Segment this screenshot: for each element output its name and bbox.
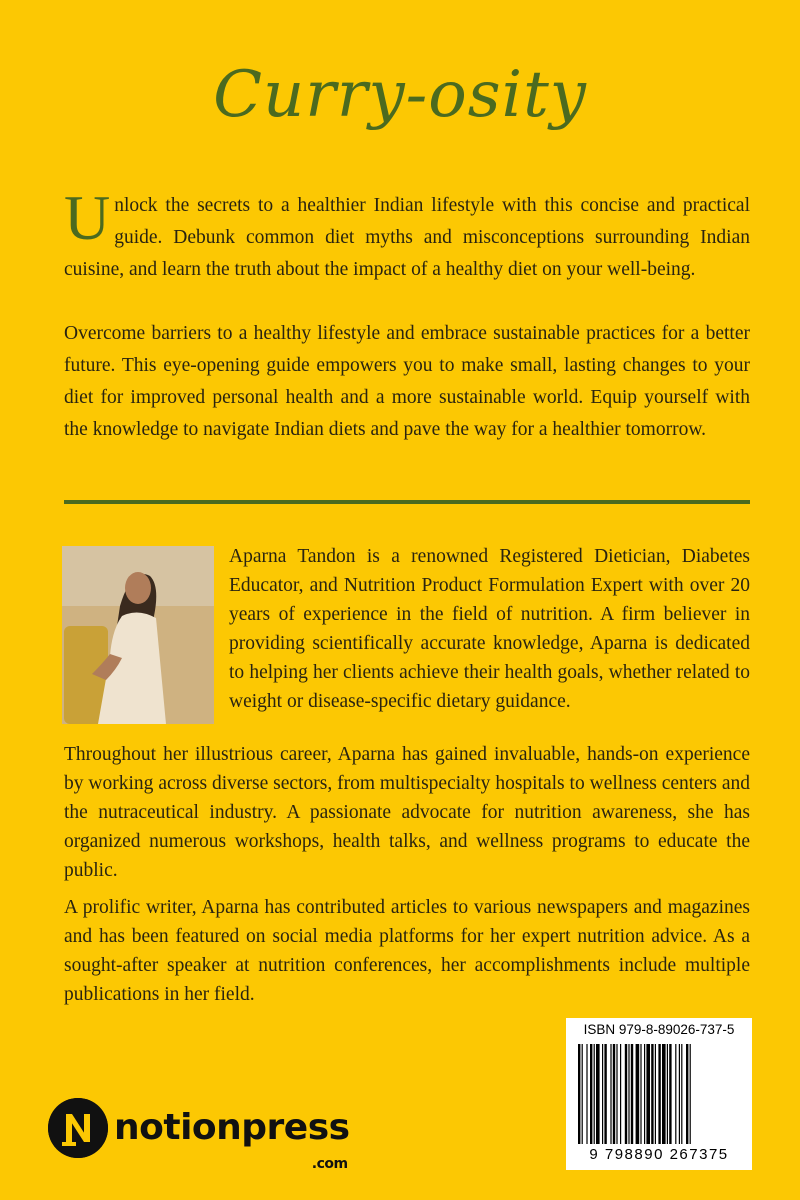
barcode-bar <box>662 1044 666 1144</box>
publisher-name <box>114 1107 350 1172</box>
barcode-bar <box>658 1044 660 1144</box>
barcode-bar <box>636 1044 640 1144</box>
publisher-logo-icon <box>48 1098 108 1158</box>
barcode-bar <box>679 1044 680 1144</box>
blurb-paragraph-1 <box>64 182 750 286</box>
blurb-paragraph-1-text: nlock the secrets to a healthier Indian lifestyle with this concise and practical guide. Debunk common diet myths and misconceptions surrounding Indian cuisine, and learn the truth about the impact of a healthy diet on your well-being. <box>64 195 750 280</box>
barcode-bar <box>582 1044 583 1144</box>
barcode-bar <box>613 1044 615 1144</box>
isbn-barcode <box>566 1018 752 1170</box>
barcode-bar <box>602 1044 603 1144</box>
isbn-label: ISBN 979-8-89026-737-5 <box>583 1022 735 1037</box>
drop-cap: U <box>64 182 111 253</box>
barcode-bar <box>594 1044 595 1144</box>
author-bio-3: A prolific writer, Aparna has contributed articles to various newspapers and magazines and has been featured on social media platforms for her expert nutrition advice. As a sought-after speaker at nutrition conferences, her accomplishments include multiple publications in her field. <box>64 897 750 1005</box>
barcode-bar <box>651 1044 653 1144</box>
barcode-bar <box>586 1044 587 1144</box>
barcode-bar <box>616 1044 617 1144</box>
barcode-bar <box>646 1044 650 1144</box>
book-title: Curry-osity <box>213 58 587 132</box>
barcode-bar <box>628 1044 629 1144</box>
section-divider <box>64 500 750 504</box>
publisher-domain: .com <box>311 1156 348 1172</box>
barcode-bar <box>675 1044 676 1144</box>
barcode-bar <box>610 1044 611 1144</box>
barcode-bar <box>690 1044 691 1144</box>
barcode-bars <box>576 1044 742 1146</box>
barcode-bar <box>667 1044 668 1144</box>
author-bio-2: Throughout her illustrious career, Aparna has gained invaluable, hands-on experience by working across diverse sectors, from multispecialty hospitals to wellness centers and the nutraceutical industry. A passionate advocate for nutrition awareness, she has organized numerous workshops, health talks, and wellness programs to educate the public. <box>64 744 750 881</box>
barcode-bar <box>590 1044 592 1144</box>
blurb-paragraph-2: Overcome barriers to a healthy lifestyle and embrace sustainable practices for a better future. This eye-opening guide empowers you to make small, lasting changes to your diet for improved personal health and a more sustainable world. Equip yourself with the knowledge to navigate Indian diets and pave the way for a healthier tomorrow. <box>64 323 750 440</box>
barcode-bar <box>655 1044 656 1144</box>
barcode-bar <box>625 1044 627 1144</box>
barcode-bar <box>604 1044 606 1144</box>
barcode-bar <box>631 1044 633 1144</box>
author-photo <box>62 546 214 724</box>
barcode-bar <box>644 1044 645 1144</box>
author-bio-1: Aparna Tandon is a renowned Registered Dietician, Diabetes Educator, and Nutrition Product Formulation Expert with over 20 years of experience in the field of nutrition. A firm believer in providing scientifically accurate knowledge, Aparna is dedicated to helping her clients achieve their health goals, whether related to weight or disease-specific dietary guidance. <box>229 546 750 712</box>
barcode-bar <box>596 1044 600 1144</box>
publisher-logo <box>48 1096 350 1172</box>
barcode-bar <box>669 1044 671 1144</box>
barcode-bar <box>640 1044 641 1144</box>
barcode-bar <box>686 1044 688 1144</box>
publisher-name-text: notionpress <box>114 1107 350 1148</box>
barcode-bar <box>681 1044 682 1144</box>
barcode-bar <box>578 1044 580 1144</box>
isbn-digits: 9 798890 267375 <box>589 1146 729 1163</box>
barcode-bar <box>620 1044 621 1144</box>
